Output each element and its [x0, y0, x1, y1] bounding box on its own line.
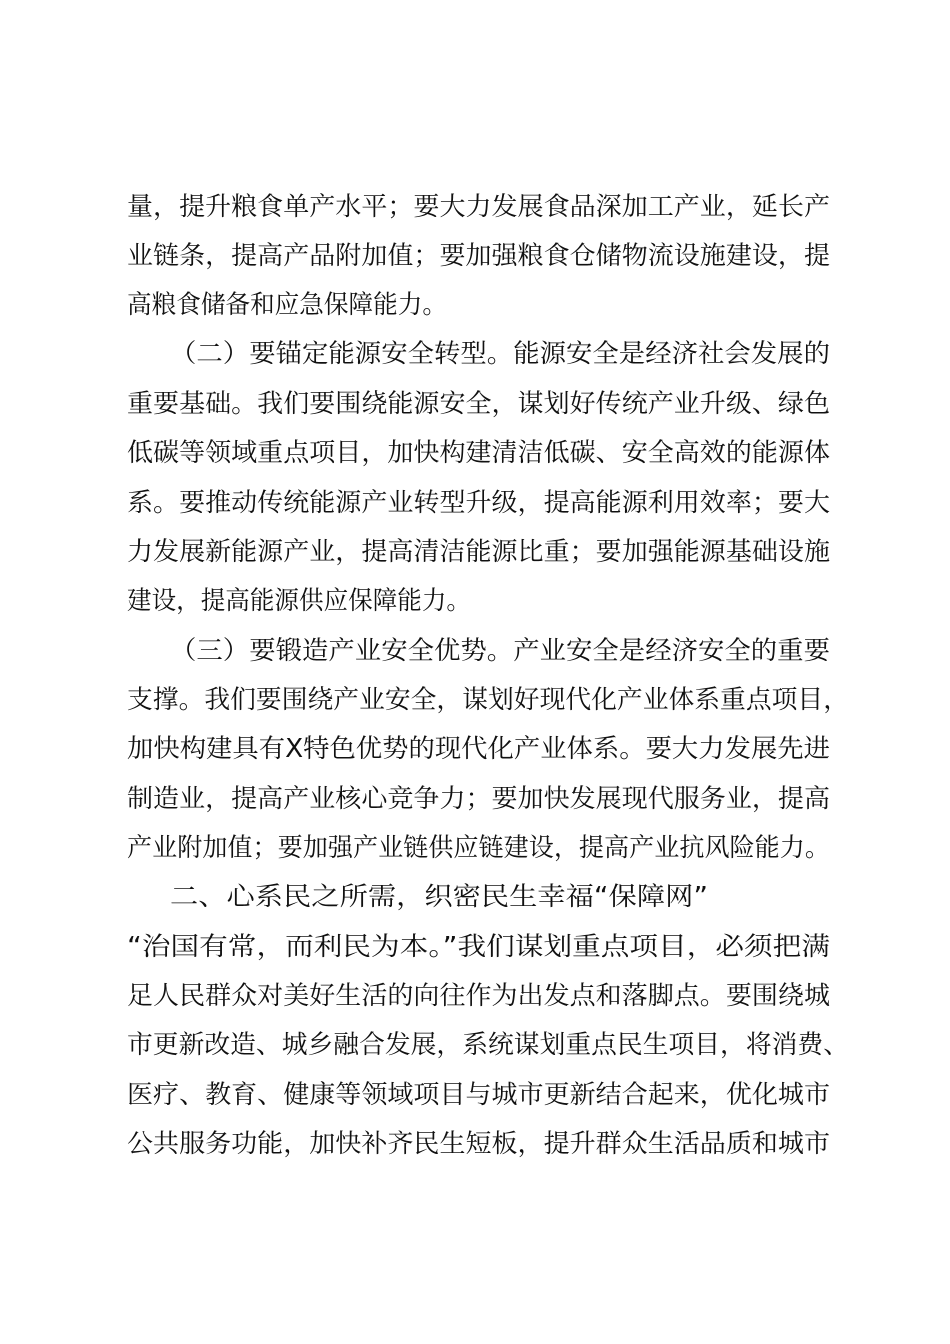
text-line [0, 231, 950, 281]
text-line [0, 971, 950, 1021]
line-text: 建设，提高能源供应保障能力。 [127, 586, 471, 616]
text-line [0, 724, 950, 774]
text-line [0, 675, 950, 725]
line-text: 医疗、教育、健康等领域项目与城市更新结合起来，优化城市 [127, 1080, 830, 1110]
line-text: 低碳等领域重点项目，加快构建清洁低碳、安全高效的能源体 [127, 438, 830, 468]
text-line [0, 774, 950, 824]
line-text: 量，提升粮食单产水平；要大力发展食品深加工产业，延长产 [127, 192, 830, 222]
line-text: 产业附加值；要加强产业链供应链建设，提高产业抗风险能力。 [127, 833, 830, 863]
text-line [0, 379, 950, 429]
text-line [0, 182, 950, 232]
text-line [0, 1119, 950, 1169]
text-line [0, 922, 950, 972]
line-text: （三）要锻造产业安全优势。产业安全是经济安全的重要 [170, 636, 830, 666]
text-line [0, 1070, 950, 1120]
line-text: 制造业，提高产业核心竞争力；要加快发展现代服务业，提高 [127, 784, 830, 814]
line-text: 公共服务功能，加快补齐民生短板，提升群众生活品质和城市 [127, 1129, 830, 1159]
line-text: 加快构建具有X特色优势的现代化产业体系。要大力发展先进 [127, 734, 830, 764]
line-text: 力发展新能源产业，提高清洁能源比重；要加强能源基础设施 [127, 537, 830, 567]
line-text: 足人民群众对美好生活的向往作为出发点和落脚点。要围绕城 [127, 981, 830, 1011]
line-text: 二、心系民之所需，织密民生幸福“保障网” [170, 882, 708, 912]
text-line [0, 576, 950, 626]
line-text: 支撑。我们要围绕产业安全，谋划好现代化产业体系重点项目， [127, 685, 849, 715]
text-line [0, 428, 950, 478]
text-line [0, 527, 950, 577]
line-text: 市更新改造、城乡融合发展，系统谋划重点民生项目，将消费、 [127, 1030, 849, 1060]
line-text: （二）要锚定能源安全转型。能源安全是经济社会发展的 [170, 339, 830, 369]
text-line [0, 872, 950, 922]
line-text: “治国有常，而利民为本。”我们谋划重点项目，必须把满 [127, 932, 830, 962]
text-line [0, 626, 950, 676]
line-text: 高粮食储备和应急保障能力。 [127, 290, 447, 320]
text-line [0, 478, 950, 528]
text-line [0, 329, 950, 379]
line-text: 系。要推动传统能源产业转型升级，提高能源利用效率；要大 [127, 488, 830, 518]
text-line [0, 823, 950, 873]
text-line [0, 280, 950, 330]
line-text: 业链条，提高产品附加值；要加强粮食仓储物流设施建设，提 [127, 241, 830, 271]
text-line [0, 1020, 950, 1070]
line-text: 重要基础。我们要围绕能源安全，谋划好传统产业升级、绿色 [127, 389, 830, 419]
